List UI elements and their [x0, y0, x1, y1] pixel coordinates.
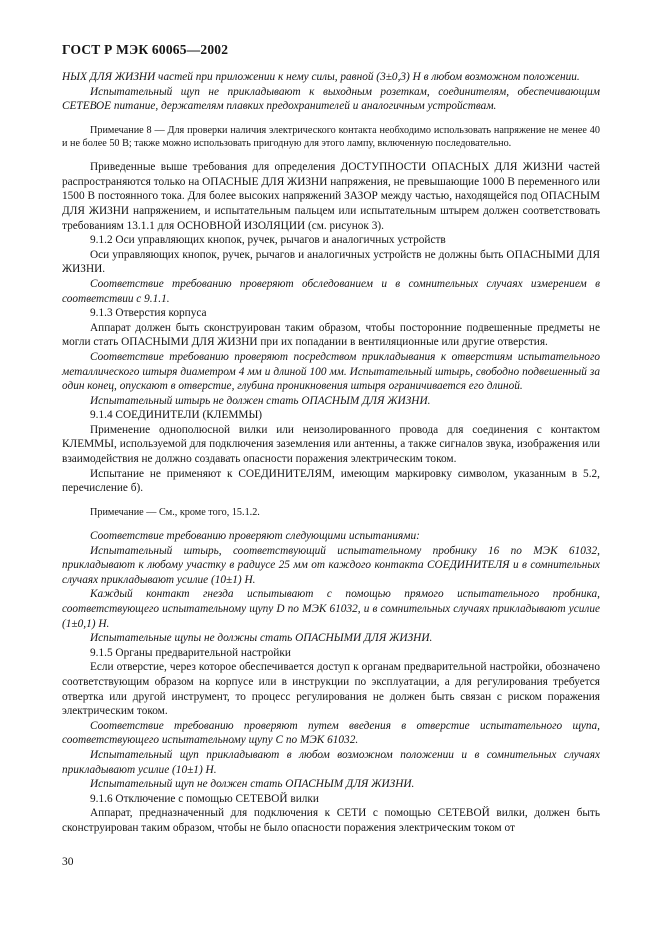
paragraph-terminals: Применение однополюсной вилки или неизолированного провода для соединения с контактом КЛЕММЫ, используемой для подключения заземления или антенны, а также сигналов звука, изображения или взаимодействия не должно создавать опасности поражения электрическим током. [62, 423, 600, 466]
paragraph-pin-result: Испытательный штырь не должен стать ОПАСНЫМ ДЛЯ ЖИЗНИ. [90, 394, 431, 407]
note-8: Примечание 8 — Для проверки наличия электрического контакта необходимо использовать напряжение не менее 40 и не более 50 В; также можно использовать пригодную для этого лампу, включенную последовательно. [62, 124, 600, 149]
document-header: ГОСТ Р МЭК 60065—2002 [62, 42, 229, 57]
paragraph-socket-contact-test: Каждый контакт гнезда испытывают с помощью прямого испытательного пробника, соответствующего испытательному щупу D по МЭК 61032, и в сомнительных случаях прикладывают усилие (1±0,1) Н. [62, 588, 600, 630]
paragraph-continuation: НЫХ ДЛЯ ЖИЗНИ частей при приложении к нему силы, равной (3±0,3) Н в любом возможном положении. [62, 71, 580, 83]
paragraph-probe-result: Испытательный щуп не должен стать ОПАСНЫМ ДЛЯ ЖИЗНИ. [90, 778, 415, 791]
paragraph-test-pin-16: Испытательный штырь, соответствующий испытательному пробнику 16 по МЭК 61032, прикладывают к любому участку в радиусе 25 мм от каждого контакта СОЕДИНИТЕЛЯ и в сомнительных случаях прикладывают усилие (10±1) Н. [62, 544, 600, 586]
paragraph-mains-plug: Аппарат, предназначенный для подключения к СЕТИ с помощью СЕТЕВОЙ вилки, должен быть сконструирован таким образом, чтобы не было опасности поражения электрическим током от [62, 807, 600, 834]
section-heading-9-1-5: 9.1.5 Органы предварительной настройки [90, 646, 291, 659]
paragraph-probe-force: Испытательный щуп прикладывают в любом возможном положении и в сомнительных случаях прикладывают усилие (10±1) Н. [62, 748, 600, 776]
paragraph-accessibility-requirements: Приведенные выше требования для определения ДОСТУПНОСТИ ОПАСНЫХ ДЛЯ ЖИЗНИ частей распространяются только на ОПАСНЫЕ ДЛЯ ЖИЗНИ напряжения, не превышающие 1000 В переменного или 1500 В постоянного тока. Для более высоких напряжений ЗАЗОР между частью, находящейся под ОПАСНЫМ ДЛЯ ЖИЗНИ напряжением, и испытательным пальцем или испытательным штырем должен соответствовать требованиям 13.1.1 для ОСНОВНОЙ ИЗОЛЯЦИИ (см. рисунок 3). [62, 161, 600, 232]
paragraph-probe-exclusion: Испытательный щуп не прикладывают к выходным розеткам, соединителям, обеспечивающим СЕТЕВОЕ питание, держателям плавких предохранителей и аналогичным устройствам. [62, 85, 600, 113]
page-number: 30 [62, 856, 74, 868]
paragraph-probes-result: Испытательные щупы не должны стать ОПАСНЫМИ ДЛЯ ЖИЗНИ. [90, 632, 433, 645]
section-heading-9-1-2: 9.1.2 Оси управляющих кнопок, ручек, рычагов и аналогичных устройств [90, 234, 446, 247]
paragraph-compliance-9-1-4: Соответствие требованию проверяют следующими испытаниями: [90, 530, 420, 543]
paragraph-control-shafts: Оси управляющих кнопок, ручек, рычагов и аналогичных устройств не должны быть ОПАСНЫМИ ДЛЯ ЖИЗНИ. [62, 248, 600, 276]
paragraph-compliance-9-1-2: Соответствие требованию проверяют обследованием и в сомнительных случаях измерением в соответствии с 9.1.1. [62, 277, 600, 305]
document-body [62, 70, 600, 836]
section-heading-9-1-6: 9.1.6 Отключение с помощью СЕТЕВОЙ вилки [90, 792, 319, 805]
paragraph-enclosure-openings: Аппарат должен быть сконструирован таким образом, чтобы посторонние подвешенные предметы не могли стать ОПАСНЫМИ ДЛЯ ЖИЗНИ при их попадании в вентиляционные или другие отверстия. [62, 321, 600, 349]
note-terminals: Примечание — См., кроме того, 15.1.2. [90, 506, 260, 518]
paragraph-compliance-9-1-3: Соответствие требованию проверяют посредством прикладывания к отверстиям испытательного металлического штыря диаметром 4 мм и длиной 100 мм. Испытательный штырь, свободно подвешенный за один конец, опускают в отверстие, глубина проникновения штыря ограничивается его длиной. [62, 350, 600, 393]
section-heading-9-1-3: 9.1.3 Отверстия корпуса [90, 307, 207, 320]
section-heading-9-1-4: 9.1.4 СОЕДИНИТЕЛИ (КЛЕММЫ) [90, 409, 263, 422]
paragraph-preset-controls: Если отверстие, через которое обеспечивается доступ к органам предварительной настройки, обозначено соответствующим образом на корпусе или в инструкции по эксплуатации, а для регулирования требуется отвертка или другой инструмент, то процесс регулирования не должен быть связан с риском поражения электрическим током. [62, 661, 600, 718]
paragraph-compliance-9-1-5: Соответствие требованию проверяют путем введения в отверстие испытательного щупа, соответствующего испытательному щупу С по МЭК 61032. [62, 719, 600, 747]
paragraph-terminals-exception: Испытание не применяют к СОЕДИНИТЕЛЯМ, имеющим маркировку символом, указанным в 5.2, перечисление б). [62, 467, 600, 495]
